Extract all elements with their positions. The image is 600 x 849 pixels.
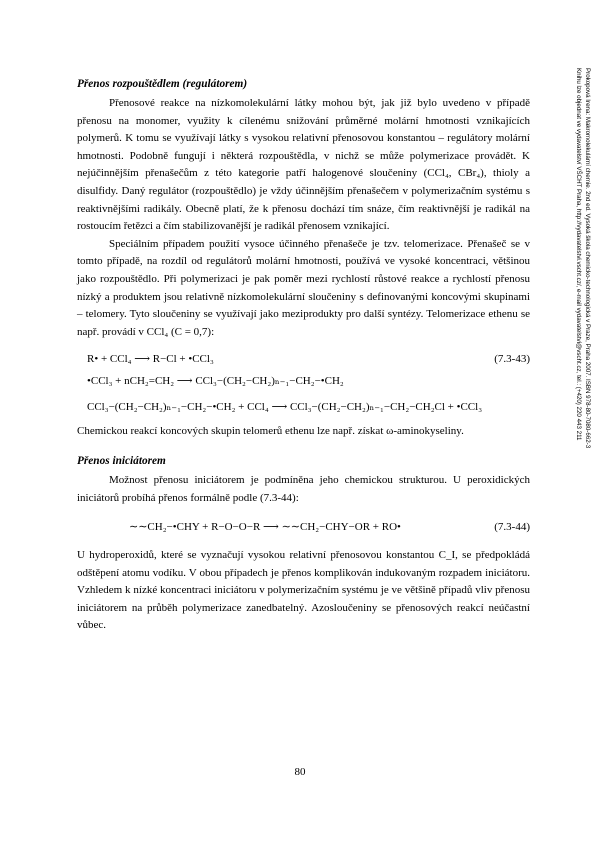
paragraph: Přenosové reakce na nízkomolekulární látky mohou být, jak již bylo uvedeno v případě přenosu na monomer, využity k cílenému snižování průměrné molární hmotnosti vznikajících polymerů. K tomu se využívají látky s vysokou relativní přenosovou konstantou – regulátory molární hmotnosti. Podobně fungují i některá rozpouštědla, v nichž se může polymerizace provádět. K nejúčinnějším přenašečům z této kategorie patří halogenové sloučeniny (CCl₄, CBr₄), thioly a disulfidy. Daný regulátor (rozpouštědlo) je vždy účinnějším přenašečem v polymerizačním systému s reaktivnějšími radikály. Obecně platí, že k přenosu dochází tím snáze, čím reaktivnější je radikál na rostoucím řetězci a čím stabilizovanější je radikál přenosem vznikající.	[77, 97, 530, 233]
paragraph: Speciálním případem použití vysoce účinného přenašeče je tzv. telomerizace. Přenašeč se v tomto případě, na rozdíl od regulátorů molární hmotnosti, používá ve vysoké koncentraci, většinou jako rozpouštědlo. Při polymerizaci je pak poměr mezi rychlostí růstové reakce a rychlostí přenosu nízký a produktem jsou relativně nízkomolekulární sloučeniny s definovanými koncovými skupinami – telomery. Tyto sloučeniny se využívají jako meziprodukty pro další syntézy. Telomerizace ethenu se např. provádí v CCl₄ (C = 0,7):	[77, 237, 530, 338]
equation-number: (7.3-44)	[494, 521, 530, 534]
side-note-line-1: Prokopová Irena: Makromolekulární chemie. 2nd ed. Vysoká škola chemicko-technologická v Praze, Praha 2007. ISBN 978-80-7080-662-3	[584, 68, 591, 449]
publisher-side-note	[562, 68, 592, 628]
equation-expression: CCl₃−(CH₂−CH₂)ₙ₋₁−CH₂−•CH₂ + CCl₄ ⟶ CCl₃−(CH₂−CH₂)ₙ₋₁−CH₂−CH₂Cl + •CCl₃	[87, 401, 483, 414]
equation-expression: •CCl₃ + nCH₂=CH₂ ⟶ CCl₃−(CH₂−CH₂)ₙ₋₁−CH₂−•CH₂	[87, 375, 344, 388]
paragraph: Možnost přenosu iniciátorem je podmíněna jeho chemickou strukturou. U peroxidických iniciátorů probíhá přenos formálně podle (7.3-44):	[77, 473, 530, 504]
equation-expression: ∼∼CH₂−•CHY + R−O−O−R ⟶ ∼∼CH₂−CHY−OR + RO•	[129, 521, 401, 534]
equation-number: (7.3-43)	[494, 353, 530, 366]
main-content	[77, 76, 530, 635]
equation-7-3-44	[77, 519, 530, 535]
equation-expression: R• + CCl₄ ⟶ R−Cl + •CCl₃	[87, 353, 214, 366]
paragraph: U hydroperoxidů, které se vyznačují vysokou relativní přenosovou konstantou C_I, se předpokládá odštěpení atomu vodíku. V obou případech je přenos komplikován indukovaným rozpadem iniciátoru. Vzhledem k nízké koncentraci iniciátoru v polymerizačním systému je ve většině případů vliv přenosu iniciátorem na průběh polymerizace zanedbatelný. Azosloučeniny se přenosových reakcí neúčastní vůbec.	[77, 549, 530, 632]
page-number: 80	[294, 766, 306, 778]
section-heading-solvent-transfer: Přenos rozpouštědlem (regulátorem)	[77, 78, 248, 90]
equation-7-3-43-line-3	[77, 399, 530, 415]
section-heading-initiator-transfer: Přenos iniciátorem	[77, 454, 166, 467]
paragraph: Chemickou reakcí koncových skupin telomerů ethenu lze např. získat ω-aminokyseliny.	[77, 425, 464, 438]
equation-7-3-43-line-2	[77, 373, 530, 389]
equation-7-3-43-line-1	[77, 351, 530, 367]
side-note-line-2: Knihu lze objednat ve vydavatelství VŠCHT Praha, http://vydavatelstvi.vscht.cz/, e-mail vydavatelstvi@vscht.cz, tel.: (+420) 220 443 211	[575, 68, 582, 441]
